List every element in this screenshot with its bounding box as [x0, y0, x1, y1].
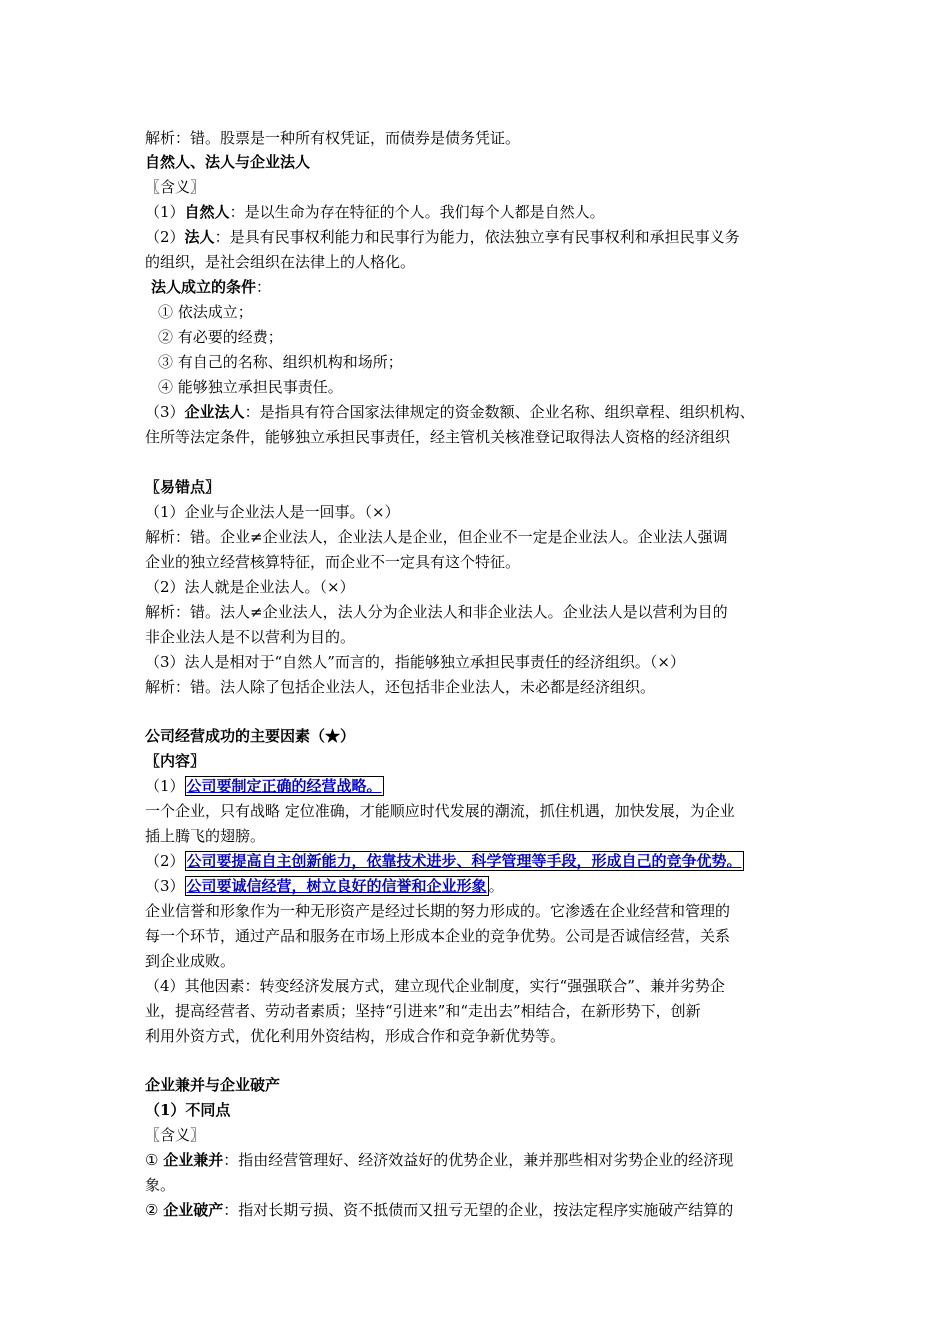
- section-label-meaning-2: 〖含义〗: [145, 1126, 206, 1144]
- section-label-meaning: 〖含义〗: [145, 178, 206, 196]
- factor-3-explanation-end: 到企业成败。: [145, 952, 236, 970]
- condition-item-1: ① 依法成立；: [158, 303, 253, 321]
- error-item-2: （2）法人就是企业法人。（×）: [145, 578, 355, 596]
- condition-item-3: ③ 有自己的名称、组织机构和场所；: [158, 353, 403, 371]
- definition-enterprise-legal-person: （3）企业法人：是指具有符合国家法律规定的资金数额、企业名称、组织章程、组织机构、: [145, 403, 755, 421]
- definition-legal-person: （2）法人：是具有民事权利能力和民事行为能力，依法独立享有民事权利和承担民事义务: [145, 228, 740, 246]
- factor-2: （2） 公司要提高自主创新能力，依靠技术进步、科学管理等手段，形成自己的竞争优势。: [145, 852, 742, 870]
- definition-bankruptcy: ② 企业破产：指对长期亏损、资不抵债而又扭亏无望的企业，按法定程序实施破产结算的: [145, 1201, 734, 1219]
- heading-merger-bankruptcy: 企业兼并与企业破产: [145, 1076, 281, 1094]
- factor-4: （4）其他因素：转变经济发展方式，建立现代企业制度，实行“强强联合”、兼并劣势企: [145, 977, 725, 995]
- error-item-2-analysis: 解析：错。法人≠企业法人，法人分为企业法人和非企业法人。企业法人是以营利为目的: [145, 603, 728, 621]
- factor-3-explanation-cont: 每一个环节，通过产品和服务在市场上形成本企业的竞争优势。公司是否诚信经营，关系: [145, 927, 731, 945]
- definition-merger: ① 企业兼并：指由经营管理好、经济效益好的优势企业，兼并那些相对劣势企业的经济现: [145, 1151, 734, 1169]
- condition-item-2: ② 有必要的经费；: [158, 328, 283, 346]
- highlight-strategy: 公司要制定正确的经营战略。: [186, 777, 382, 795]
- factor-3: （3） 公司要诚信经营，树立良好的信誉和企业形象 。: [145, 877, 504, 895]
- term-enterprise-legal-person: 企业法人: [184, 403, 245, 421]
- highlight-innovation: 公司要提高自主创新能力，依靠技术进步、科学管理等手段，形成自己的竞争优势。: [186, 852, 742, 870]
- condition-item-4: ④ 能够独立承担民事责任。: [158, 378, 343, 396]
- factor-1-explanation-cont: 插上腾飞的翅膀。: [145, 827, 266, 845]
- factor-1-explanation: 一个企业，只有战略 定位准确，才能顺应时代发展的潮流，抓住机遇，加快发展，为企业: [145, 802, 735, 820]
- term-natural-person: 自然人: [184, 203, 230, 221]
- subheading-differences: （1）不同点: [145, 1101, 231, 1119]
- factor-4-cont: 业，提高经营者、劳动者素质；坚持“引进来”和“走出去”相结合，在新形势下，创新: [145, 1002, 701, 1020]
- definition-enterprise-legal-person-cont: 住所等法定条件，能够独立承担民事责任，经主管机关核准登记取得法人资格的经济组织: [145, 428, 731, 446]
- factor-3-explanation: 企业信誉和形象作为一种无形资产是经过长期的努力形成的。它渗透在企业经营和管理的: [145, 902, 731, 920]
- term-legal-person: 法人: [184, 228, 215, 246]
- definition-merger-cont: 象。: [145, 1176, 176, 1194]
- error-item-1: （1）企业与企业法人是一回事。（×）: [145, 503, 400, 521]
- section-label-common-errors: 〖易错点〗: [145, 478, 221, 496]
- analysis-line-stock-bond: 解析：错。股票是一种所有权凭证，而债券是债务凭证。: [145, 129, 521, 147]
- error-item-1-analysis: 解析：错。企业≠企业法人，企业法人是企业，但企业不一定是企业法人。企业法人强调: [145, 528, 728, 546]
- heading-natural-legal-person: 自然人、法人与企业法人: [145, 153, 311, 171]
- error-item-1-analysis-cont: 企业的独立经营核算特征，而企业不一定具有这个特征。: [145, 553, 521, 571]
- error-item-2-analysis-cont: 非企业法人是不以营利为目的。: [145, 628, 356, 646]
- heading-success-factors: 公司经营成功的主要因素（★）: [145, 727, 356, 745]
- error-item-3-analysis: 解析：错。法人除了包括企业法人，还包括非企业法人，未必都是经济组织。: [145, 678, 656, 696]
- error-item-3: （3）法人是相对于“自然人”而言的，指能够独立承担民事责任的经济组织。（×）: [145, 653, 685, 671]
- definition-natural-person: （1）自然人：是以生命为存在特征的个人。我们每个人都是自然人。: [145, 203, 605, 221]
- factor-4-end: 利用外资方式，优化利用外资结构，形成合作和竞争新优势等。: [145, 1027, 566, 1045]
- factor-1: （1） 公司要制定正确的经营战略。: [145, 777, 382, 795]
- term-merger: 企业兼并: [163, 1151, 224, 1169]
- highlight-integrity: 公司要诚信经营，树立良好的信誉和企业形象: [186, 877, 487, 895]
- definition-legal-person-cont: 的组织，是社会组织在法律上的人格化。: [145, 253, 416, 271]
- section-label-content: 〖内容〗: [145, 752, 206, 770]
- conditions-title: 法人成立的条件：: [151, 278, 272, 296]
- term-bankruptcy: 企业破产: [163, 1201, 224, 1219]
